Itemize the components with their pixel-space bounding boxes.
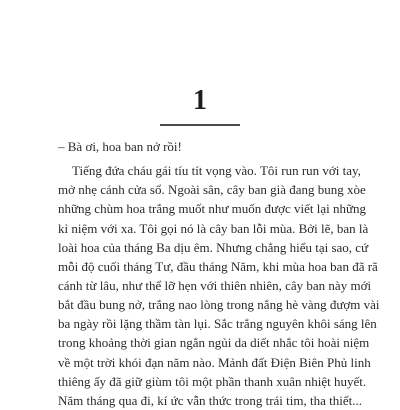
paragraph-line: Năm tháng qua đi, kí ức vẫn thức trong trái tim, tha thiết...	[58, 392, 362, 408]
paragraph-line: loài hoa của tháng Ba dịu êm. Nhưng chẳng hiểu tại sao, cứ	[58, 239, 369, 255]
dialogue-line: – Bà ơi, hoa ban nở rồi!	[58, 139, 182, 154]
paragraph-line: thiêng ấy đã giữ giùm tôi một phần thanh xuân nhiệt huyết.	[58, 373, 367, 389]
chapter-divider	[160, 124, 240, 126]
paragraph-line: những chùm hoa trắng muốt như muốn được viết lại những	[58, 201, 367, 217]
chapter-body	[58, 137, 380, 410]
paragraph-line: ba ngày rồi lặng thầm tàn lụi. Sắc trắng nguyên khôi sáng lên	[58, 316, 377, 332]
chapter-number: 1	[193, 85, 207, 116]
paragraph-line: mỗi độ cuối tháng Tư, đầu tháng Năm, khi mùa hoa ban đã rã	[58, 258, 378, 274]
paragraph-line: kỉ niệm với xa. Tôi gọi nó là cây ban lỗi mùa. Bởi lẽ, ban là	[58, 220, 369, 236]
paragraph-line: mở nhẹ cánh cửa sổ. Ngoài sân, cây ban già đang bung xòe	[58, 182, 366, 198]
paragraph-line: cánh từ lâu, như thể lỡ hẹn với thiên nhiên, cây ban này mới	[58, 277, 372, 293]
paragraph-line: bắt đầu bung nở, trắng nao lòng trong nắng hè vàng đượm vài	[58, 297, 380, 313]
paragraph-line: về một trời khói đạn năm nào. Mảnh đất Điện Biên Phủ linh	[58, 354, 371, 370]
paragraph-line: Tiếng đứa cháu gái tíu tít vọng vào. Tôi run run với tay,	[72, 163, 361, 179]
paragraph-line: trong khoảng thời gian ngắn ngủi da diết nhắc tôi hoài niệm	[58, 335, 370, 351]
